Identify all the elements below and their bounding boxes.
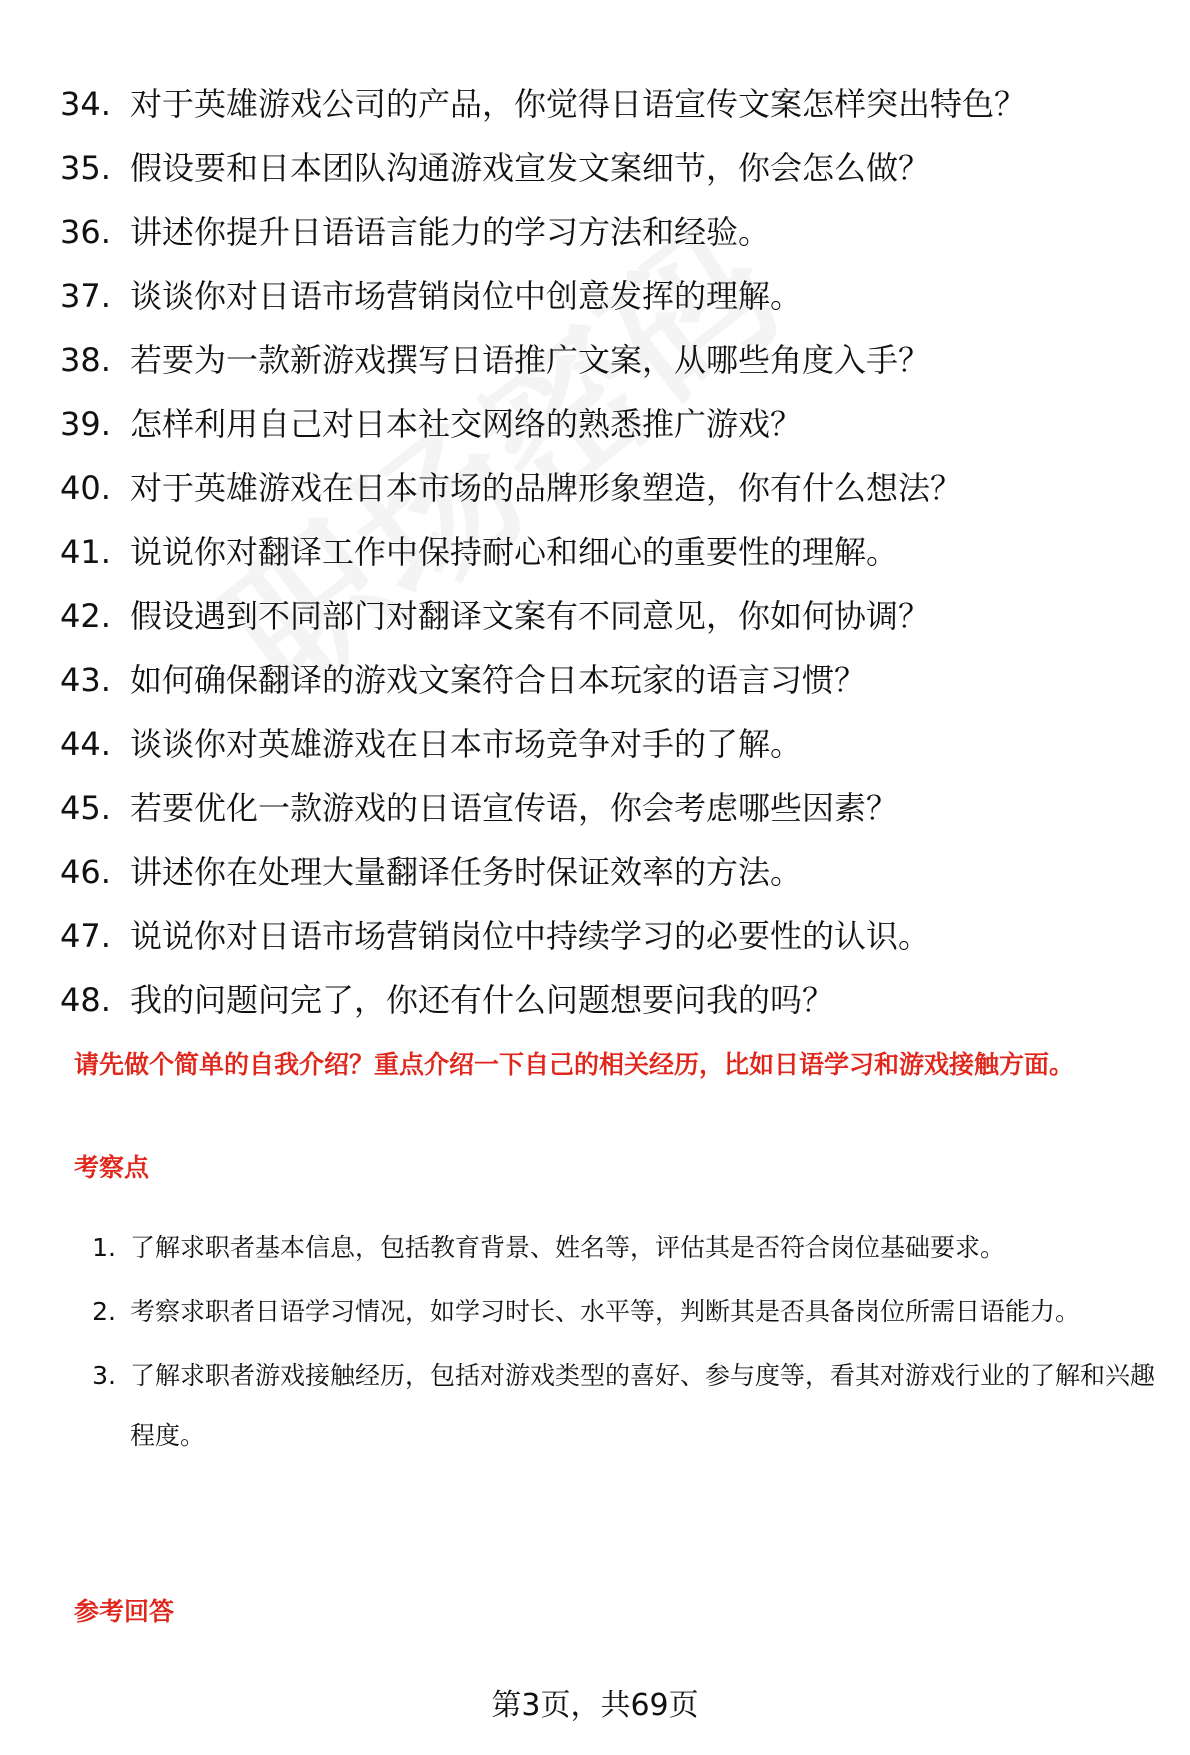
question-number: 42.	[60, 597, 111, 635]
question-number: 35.	[60, 149, 111, 187]
point-number: 1.	[92, 1233, 116, 1262]
question-number: 39.	[60, 405, 111, 443]
question-text: 谈谈你对英雄游戏在日本市场竞争对手的了解。	[130, 725, 803, 763]
point-number: 2.	[92, 1297, 116, 1326]
question-item	[60, 520, 1170, 584]
question-text: 若要优化一款游戏的日语宣传语，你会考虑哪些因素？	[130, 789, 899, 827]
question-item	[60, 840, 1170, 904]
point-number: 3.	[92, 1361, 116, 1390]
question-item	[60, 456, 1170, 520]
question-list	[60, 72, 1170, 1032]
question-text: 怎样利用自己对日本社交网络的熟悉推广游戏？	[130, 405, 803, 443]
question-text: 如何确保翻译的游戏文案符合日本玩家的语言习惯？	[130, 661, 867, 699]
answer-heading: 参考回答	[74, 1597, 175, 1626]
question-text: 假设要和日本团队沟通游戏宣发文案细节，你会怎么做？	[130, 149, 931, 187]
question-number: 36.	[60, 213, 111, 251]
question-number: 43.	[60, 661, 111, 699]
question-number: 44.	[60, 725, 111, 763]
point-item	[74, 1218, 1164, 1278]
question-text: 谈谈你对日语市场营销岗位中创意发挥的理解。	[130, 277, 803, 315]
point-text: 考察求职者日语学习情况，如学习时长、水平等，判断其是否具备岗位所需日语能力。	[130, 1297, 1081, 1326]
point-text: 了解求职者游戏接触经历，包括对游戏类型的喜好、参与度等，看其对游戏行业的了解和兴趣程度。	[130, 1361, 1156, 1450]
question-item	[60, 136, 1170, 200]
question-text: 对于英雄游戏公司的产品，你觉得日语宣传文案怎样突出特色？	[130, 85, 1027, 123]
question-item	[60, 72, 1170, 136]
question-number: 47.	[60, 917, 111, 955]
question-text: 对于英雄游戏在日本市场的品牌形象塑造，你有什么想法？	[130, 469, 963, 507]
question-item	[60, 776, 1170, 840]
question-item	[60, 200, 1170, 264]
question-item	[60, 904, 1170, 968]
question-item	[60, 712, 1170, 776]
question-number: 48.	[60, 981, 111, 1019]
question-item	[60, 584, 1170, 648]
question-number: 41.	[60, 533, 111, 571]
point-item	[74, 1282, 1164, 1342]
question-number: 38.	[60, 341, 111, 379]
question-item	[60, 968, 1170, 1032]
question-number: 45.	[60, 789, 111, 827]
question-number: 34.	[60, 85, 111, 123]
question-number: 46.	[60, 853, 111, 891]
question-text: 说说你对翻译工作中保持耐心和细心的重要性的理解。	[130, 533, 899, 571]
points-heading: 考察点	[74, 1153, 150, 1182]
question-item	[60, 328, 1170, 392]
question-item	[60, 392, 1170, 456]
question-text: 若要为一款新游戏撰写日语推广文案，从哪些角度入手？	[130, 341, 931, 379]
question-text: 我的问题问完了，你还有什么问题想要问我的吗？	[130, 981, 835, 1019]
question-text: 讲述你提升日语语言能力的学习方法和经验。	[130, 213, 771, 251]
question-number: 37.	[60, 277, 111, 315]
question-text: 说说你对日语市场营销岗位中持续学习的必要性的认识。	[130, 917, 931, 955]
question-item	[60, 648, 1170, 712]
question-item	[60, 264, 1170, 328]
question-text: 讲述你在处理大量翻译任务时保证效率的方法。	[130, 853, 803, 891]
point-item	[74, 1346, 1164, 1466]
assessment-points	[74, 1218, 1164, 1470]
page-footer: 第3页，共69页	[491, 1688, 699, 1723]
question-number: 40.	[60, 469, 111, 507]
point-text: 了解求职者基本信息，包括教育背景、姓名等，评估其是否符合岗位基础要求。	[130, 1233, 1006, 1262]
section-title: 请先做个简单的自我介绍？重点介绍一下自己的相关经历，比如日语学习和游戏接触方面。	[74, 1050, 1075, 1079]
question-text: 假设遇到不同部门对翻译文案有不同意见，你如何协调？	[130, 597, 931, 635]
